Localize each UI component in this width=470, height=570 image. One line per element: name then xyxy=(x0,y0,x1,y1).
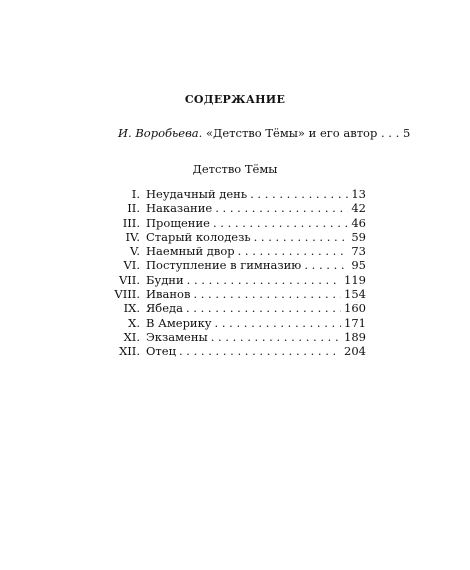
chapter-number: V. xyxy=(130,244,140,259)
chapter-number: VIII. xyxy=(114,287,140,302)
chapter-page: 189 xyxy=(344,329,366,344)
chapter-row xyxy=(108,201,366,215)
chapter-row xyxy=(108,258,366,272)
chapter-row xyxy=(108,287,366,301)
chapter-page: 46 xyxy=(351,215,366,230)
dot-leader xyxy=(254,230,349,244)
chapter-title: Отец xyxy=(146,344,176,359)
dot-leader xyxy=(215,316,342,330)
chapter-number: X. xyxy=(128,315,140,330)
chapter-page: 204 xyxy=(344,344,366,359)
chapter-title: Иванов xyxy=(146,287,191,302)
chapter-number: III. xyxy=(122,215,140,230)
dot-leader xyxy=(238,244,349,258)
chapter-title: Наемный двор xyxy=(146,244,235,259)
chapter-row xyxy=(108,330,366,344)
chapter-row xyxy=(108,273,366,287)
chapter-row xyxy=(108,187,366,201)
chapter-row xyxy=(108,244,366,258)
chapter-number: XII. xyxy=(119,344,140,359)
chapter-number: XI. xyxy=(123,329,140,344)
chapter-page: 73 xyxy=(351,244,366,259)
chapter-title: В Америку xyxy=(146,315,212,330)
chapter-number: IV. xyxy=(125,229,140,244)
chapter-page: 154 xyxy=(344,287,366,302)
dot-leader xyxy=(193,287,341,301)
chapter-title: Ябеда xyxy=(146,301,183,316)
dot-leader xyxy=(213,216,348,230)
chapter-title: Прощение xyxy=(146,215,210,230)
chapter-row xyxy=(108,316,366,330)
contents-heading: СОДЕРЖАНИЕ xyxy=(184,93,286,106)
dot-leader xyxy=(179,344,341,358)
dot-leader xyxy=(186,301,341,315)
preface-entry xyxy=(118,126,411,140)
chapter-number: VII. xyxy=(118,272,140,287)
chapter-title: Наказание xyxy=(146,201,213,216)
chapter-page: 119 xyxy=(344,272,366,287)
chapter-page: 160 xyxy=(344,301,366,316)
chapter-row xyxy=(108,216,366,230)
chapter-title: Старый колодезь xyxy=(146,229,251,244)
chapter-number: IX. xyxy=(123,301,140,316)
dot-leader xyxy=(211,330,341,344)
dot-leader xyxy=(304,258,348,272)
chapter-title: Неудачный день xyxy=(146,187,248,201)
preface-author: И. Воробьева. xyxy=(118,126,203,140)
chapter-row xyxy=(108,230,366,244)
chapter-page: 171 xyxy=(344,315,366,330)
chapter-title: Экзамены xyxy=(146,329,208,344)
chapter-row xyxy=(108,301,366,315)
dot-leader xyxy=(215,201,348,215)
chapter-page: 95 xyxy=(351,258,366,273)
chapter-page: 13 xyxy=(351,187,366,201)
chapter-title: Будни xyxy=(146,272,184,287)
chapter-number: I. xyxy=(131,187,140,201)
preface-page: 5 xyxy=(402,126,411,140)
chapter-page: 42 xyxy=(351,201,366,216)
chapter-number: VI. xyxy=(123,258,140,273)
preface-title: «Детство Тёмы» и его автор xyxy=(205,126,378,140)
chapter-number: II. xyxy=(127,201,140,216)
chapter-page: 59 xyxy=(351,229,366,244)
chapter-title: Поступление в гимназию xyxy=(146,258,302,273)
chapter-row xyxy=(108,344,366,358)
preface-dots: . . . xyxy=(381,126,400,140)
section-title: Детство Тёмы xyxy=(192,162,278,176)
dot-leader xyxy=(250,187,348,201)
dot-leader xyxy=(187,273,341,287)
chapter-list xyxy=(108,187,366,359)
